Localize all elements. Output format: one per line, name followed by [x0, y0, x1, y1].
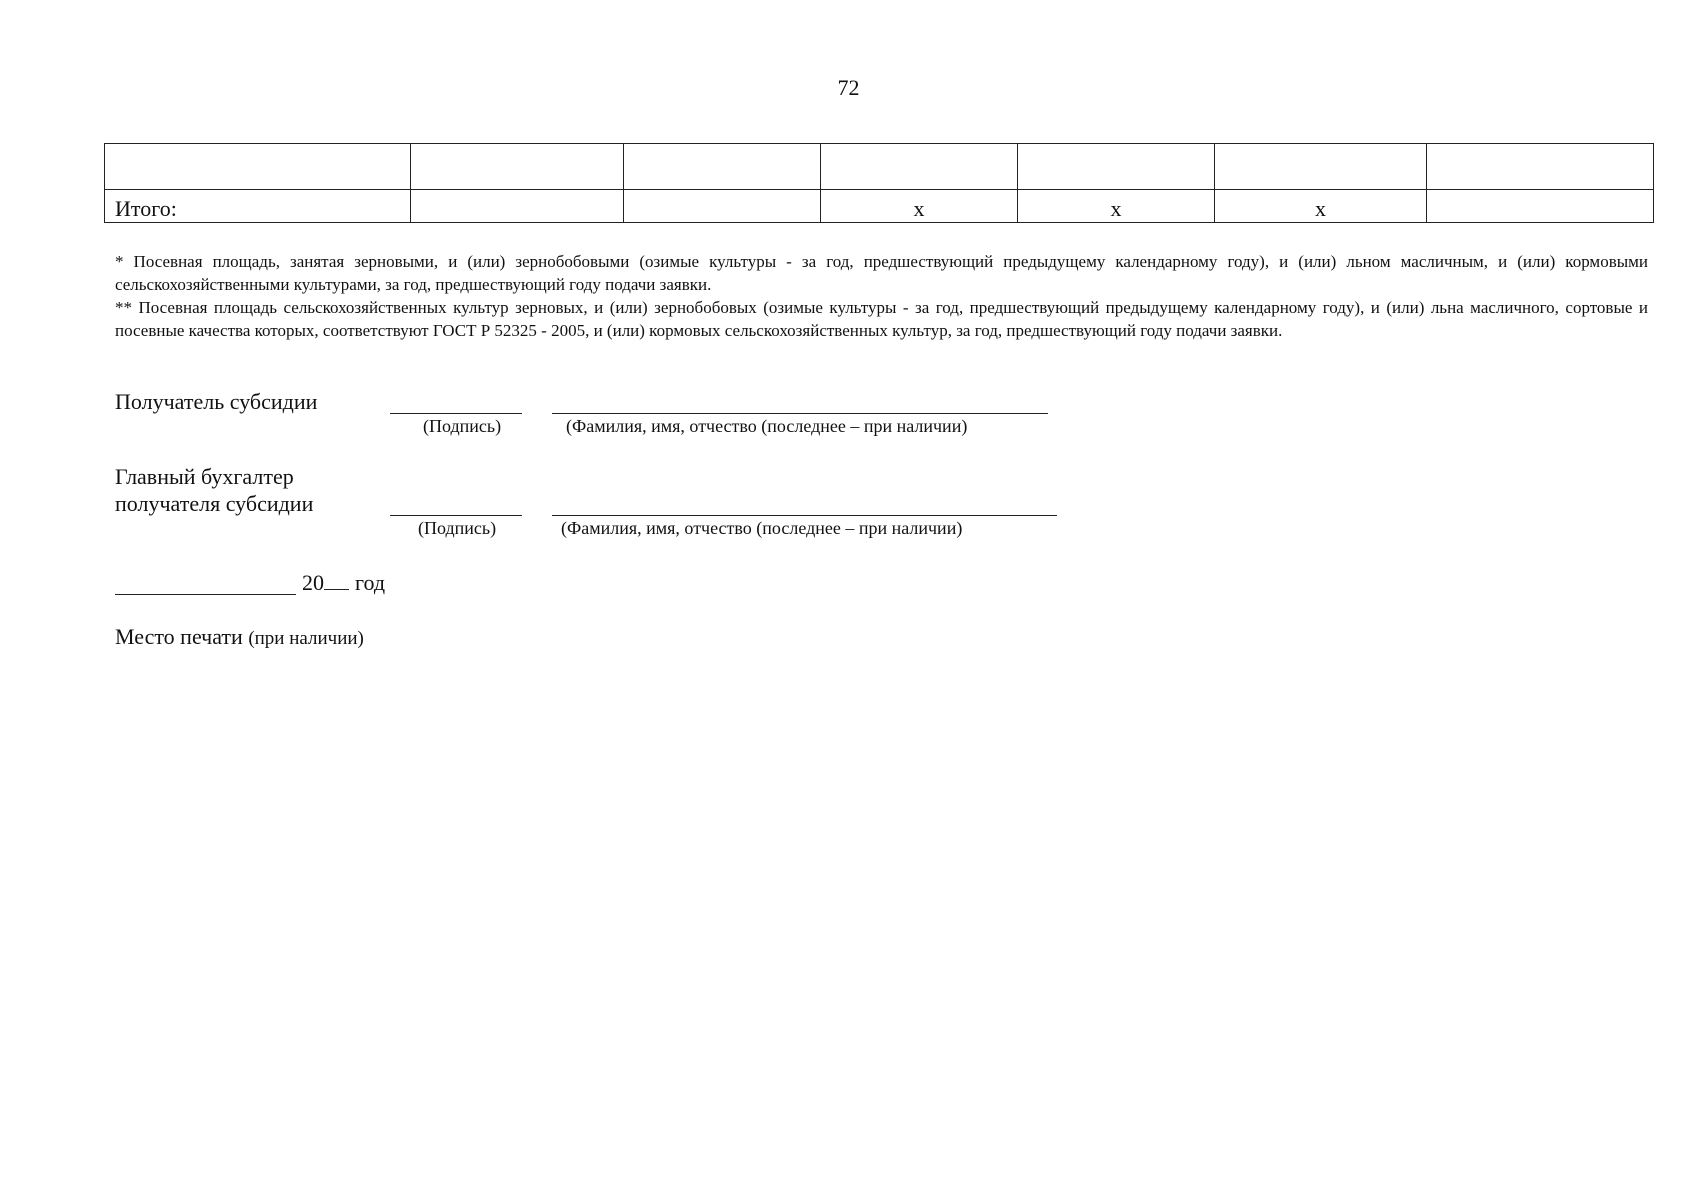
date-line [115, 594, 296, 595]
footnote-1: * Посевная площадь, занятая зерновыми, и (или) зернобобовыми (озимые культуры - за год, предшествующий предыдущему календарному году), и (или) льном масличным, и (или) кормовыми сельскохозяйственными культурами, за год, предшествующий году подачи заявки. [115, 252, 1648, 294]
stamp-label-note: (при наличии) [248, 628, 364, 649]
table-cell [1215, 144, 1427, 190]
year-blank [324, 569, 349, 590]
total-row [105, 190, 1654, 223]
year-suffix: год [355, 570, 386, 595]
table-row [105, 144, 1654, 190]
stamp-label-main: Место печати [115, 624, 243, 649]
year-prefix: 20 [302, 570, 324, 595]
table-cell [821, 144, 1018, 190]
accountant-signature-hint: (Подпись) [418, 518, 497, 538]
recipient-signature-line [390, 413, 522, 414]
table-cell [411, 190, 624, 223]
total-label-cell: Итого: [105, 190, 411, 223]
table-cell [624, 144, 821, 190]
accountant-name-hint: (Фамилия, имя, отчество (последнее – при наличии) [561, 518, 963, 538]
recipient-signature-hint: (Подпись) [423, 416, 502, 436]
accountant-label-line2: получателя субсидии [115, 491, 314, 516]
accountant-name-line [552, 515, 1057, 516]
page-number: 72 [837, 75, 860, 100]
table-cell [1427, 190, 1654, 223]
table-cell [1018, 144, 1215, 190]
cross-mark-cell: x [1018, 190, 1215, 223]
totals-table [104, 143, 1654, 223]
table-cell [624, 190, 821, 223]
table-cell [105, 144, 411, 190]
cross-mark-cell: x [1215, 190, 1427, 223]
recipient-name-line [552, 413, 1048, 414]
accountant-label-line1: Главный бухгалтер [115, 464, 294, 489]
accountant-signature-line [390, 515, 522, 516]
cross-mark-cell: x [821, 190, 1018, 223]
recipient-label: Получатель субсидии [115, 389, 318, 414]
recipient-name-hint: (Фамилия, имя, отчество (последнее – при наличии) [566, 416, 968, 436]
footnote-2: ** Посевная площадь сельскохозяйственных культур зерновых, и (или) зернобобовых (озимые культуры - за год, предшествующий предыдущему календарному году), и (или) льна масличного, сортовые и посевные качества которых, соответствуют ГОСТ Р 52325 - 2005, и (или) кормовых сельскохозяйственных культур, за год, предшествующий году подачи заявки. [115, 298, 1648, 340]
year-field [302, 569, 385, 596]
footnotes [115, 250, 1648, 342]
table-cell [1427, 144, 1654, 190]
table-cell [411, 144, 624, 190]
stamp-label [115, 623, 364, 653]
